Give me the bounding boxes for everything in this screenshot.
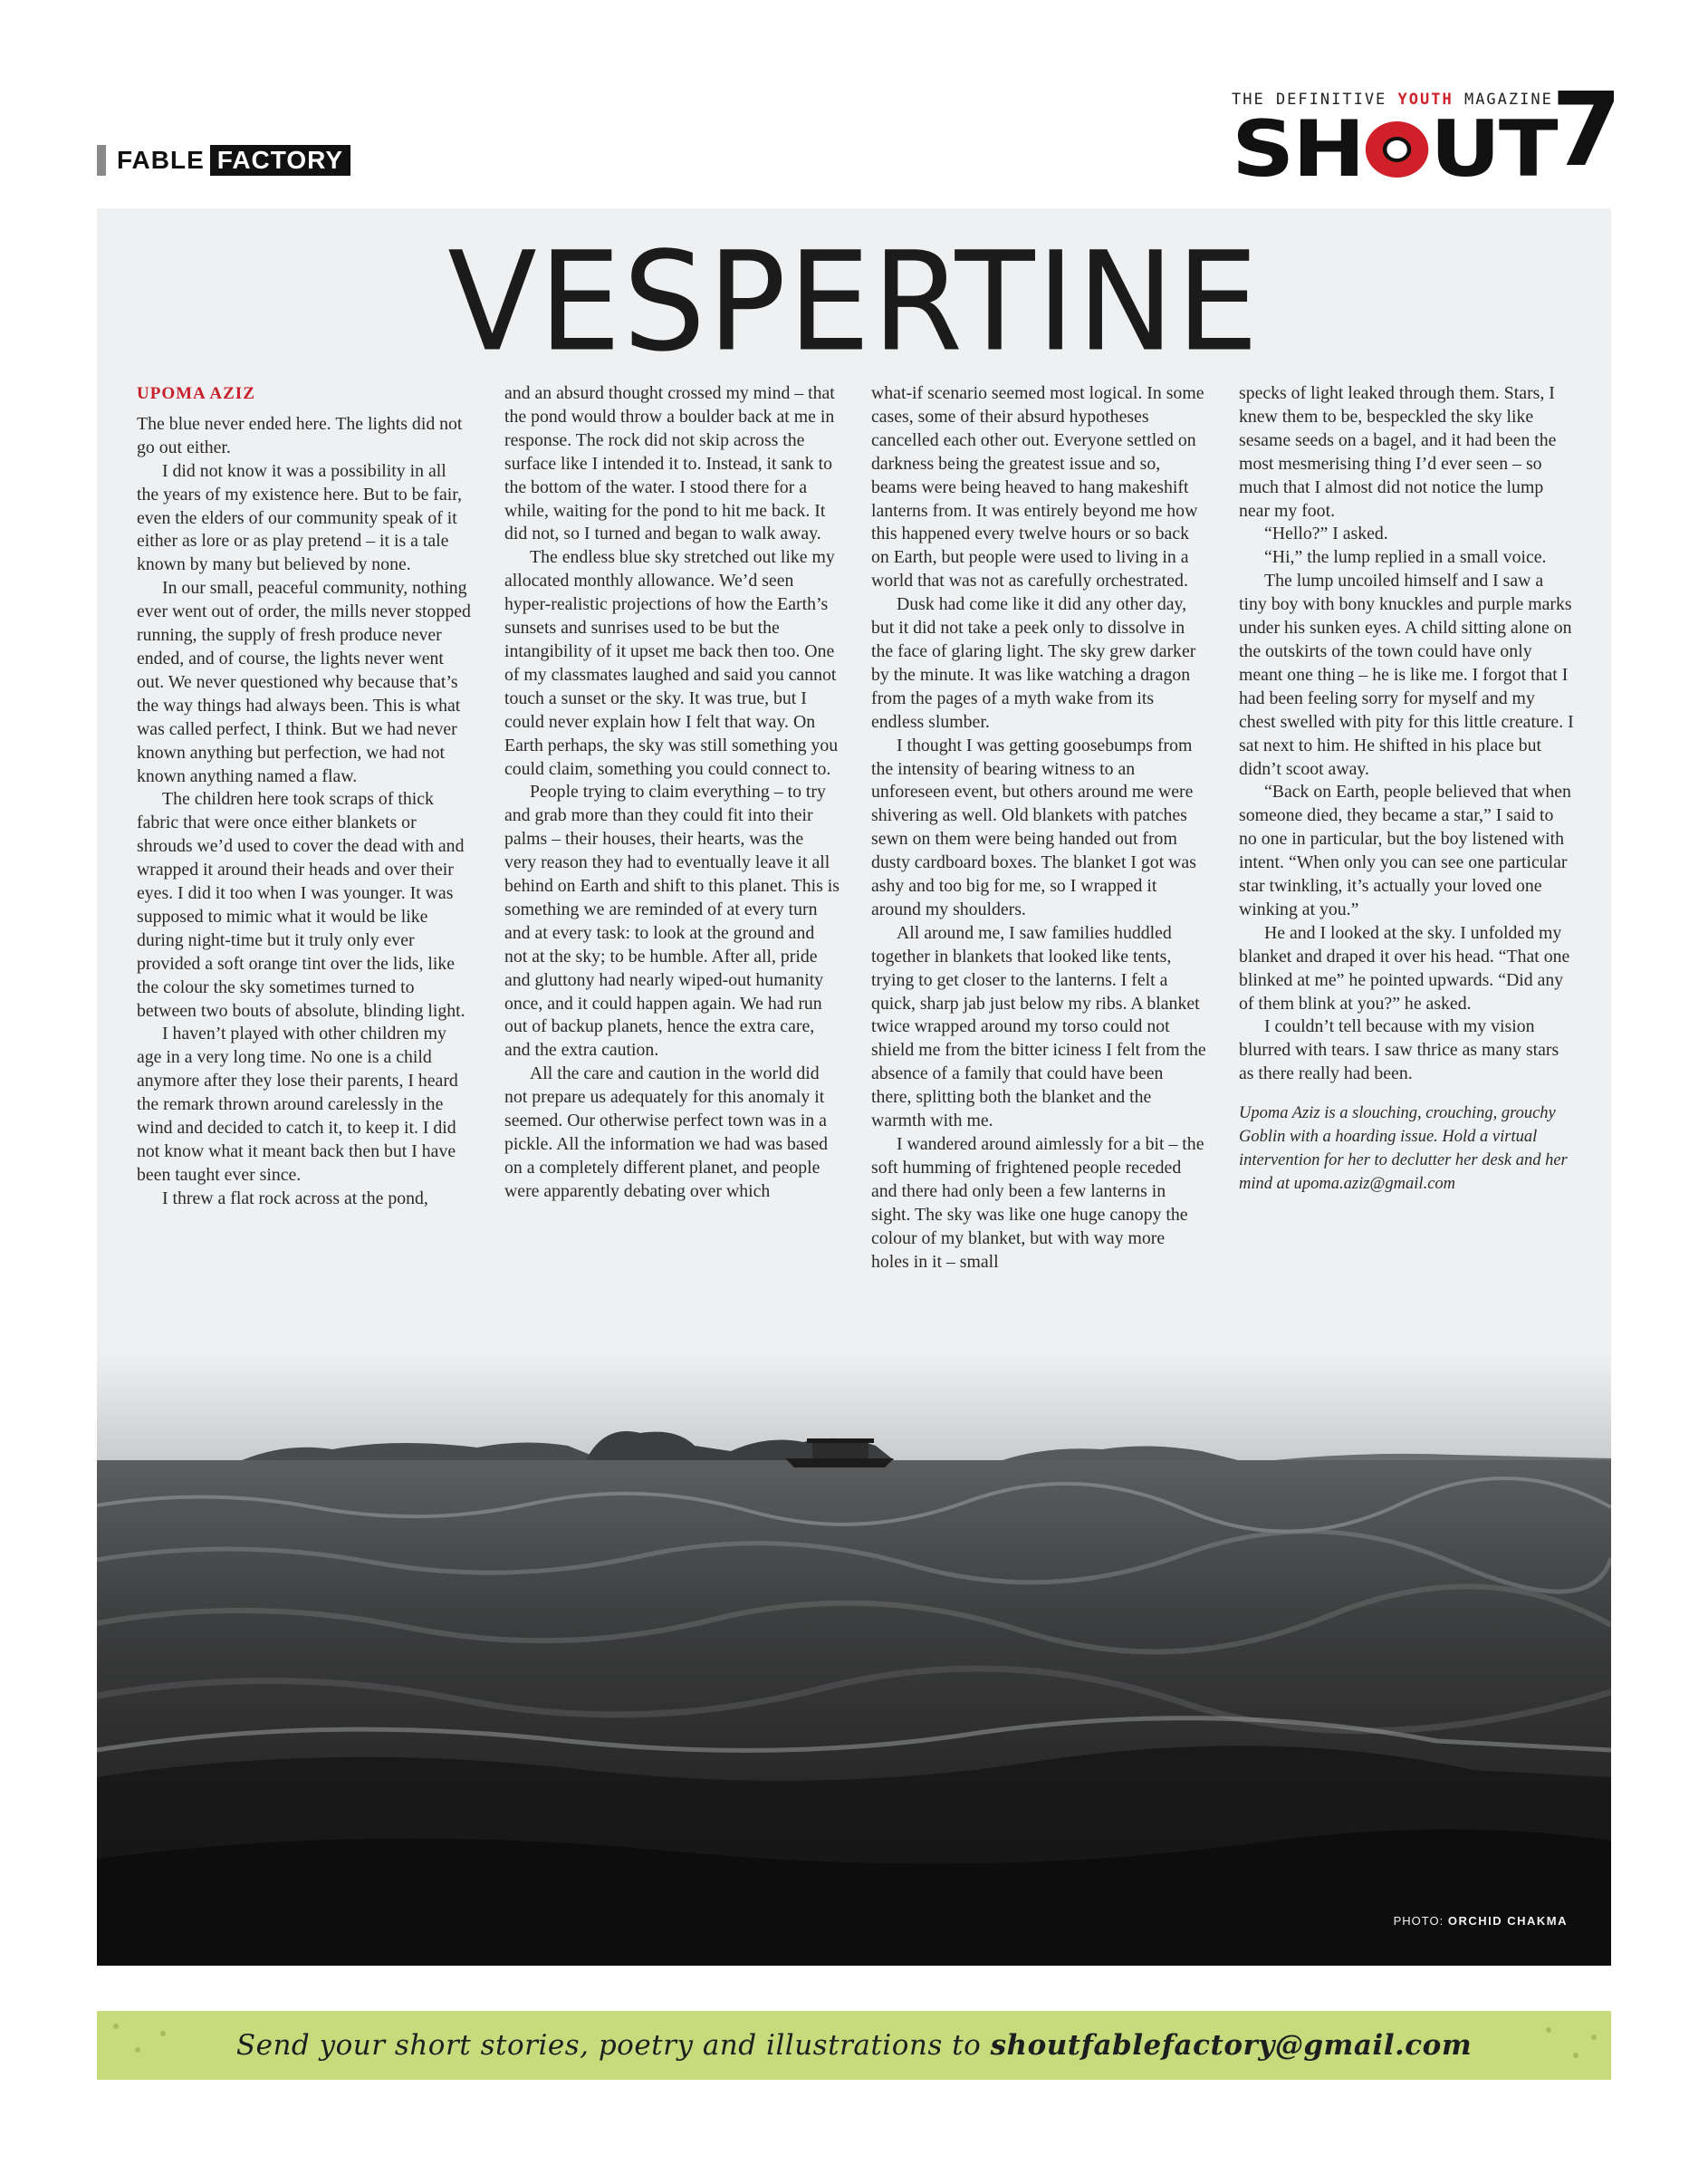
paragraph: The blue never ended here. The lights did not go out either.	[137, 413, 463, 457]
text-column-2	[504, 382, 840, 1204]
text-column-4	[1239, 382, 1574, 1197]
section-tag-word2: FACTORY	[210, 145, 350, 176]
article-panel	[97, 208, 1611, 1966]
submission-banner	[97, 2011, 1611, 2080]
photo-credit	[1394, 1914, 1568, 1928]
tagline-accent: YOUTH	[1397, 91, 1454, 109]
article-body	[137, 382, 1578, 1515]
paragraph: I threw a flat rock across at the pond,	[162, 1188, 428, 1208]
banner-fleck	[135, 2047, 140, 2053]
paragraph: specks of light leaked through them. Stars, I knew them to be, bespeckled the sky like sesame seeds on a bagel, and it had been the most mesmerising thing I’d ever seen – so much that I almost did not notice the lump near my foot.	[1239, 383, 1557, 521]
paragraph: He and I looked at the sky. I unfolded my blanket and draped it over his head. “That one blinked at me” he pointed upwards. “Did any of them blink at you?” he asked.	[1239, 922, 1570, 1014]
section-tag-word1: FABLE	[117, 146, 205, 174]
paragraph: The endless blue sky stretched out like my allocated monthly allowance. We’d seen hyper-realistic projections of how the Earth’s sunsets and sunrises used to be but the intangibility of it upset me back then too. One of my classmates laughed and said you cannot touch a sunset or the sky. It was true, but I could never explain how I felt that way. On Earth perhaps, the sky was still something you could claim, something you could connect to.	[504, 547, 839, 779]
photo-credit-label: PHOTO:	[1393, 1914, 1448, 1928]
submission-email[interactable]: shoutfablefactory@gmail.com	[990, 2029, 1473, 2062]
masthead	[1232, 91, 1557, 195]
paragraph: People trying to claim everything – to try and grab more than they could fit into their palms – their houses, their hearts, was the very reason they had to eventually leave it all behind on Earth and shift to this planet. This is something we are reminded of at every turn and at every task: to look at the ground and not at the sky; to be humble. After all, pride and gluttony had nearly wiped-out humanity once, and it could happen again. We had run out of backup planets, hence the extra care, and the extra caution.	[504, 782, 840, 1061]
byline: UPOMA AZIZ	[137, 384, 255, 403]
banner-fleck	[113, 2024, 119, 2029]
submission-text	[236, 2029, 1472, 2062]
paragraph: what-if scenario seemed most logical. In some cases, some of their absurd hypotheses cancelled each other out. Everyone settled on darkness being the greatest issue and so, beams were being heaved to hang makeshift lanterns from. It was entirely beyond me how this happened every twelve hours or so back on Earth, but people were used to living in a world that was not as carefully orchestrated.	[871, 383, 1204, 592]
paragraph: “Hello?” I asked.	[1264, 524, 1388, 544]
text-column-3	[871, 382, 1206, 1274]
paragraph: I couldn’t tell because with my vision blurred with tears. I saw thrice as many stars as there really had been.	[1239, 1016, 1559, 1084]
logo-text-post: UT	[1429, 104, 1557, 195]
section-tag-bar	[97, 145, 106, 176]
paragraph: In our small, peaceful community, nothing ever went out of order, the mills never stopped running, the supply of fresh produce never ended, and of course, the lights never went out. We never questioned why because that’s the way things had always been. This is what was called perfect, I think. But we had never known anything but perfection, we had not known anything named a flaw.	[137, 578, 471, 786]
banner-fleck	[1591, 2035, 1597, 2040]
banner-fleck	[1546, 2027, 1551, 2033]
photo-credit-name: ORCHID CHAKMA	[1447, 1914, 1568, 1928]
logo-text-pre: SH	[1232, 104, 1364, 195]
sea-photo	[97, 1352, 1611, 1966]
paragraph: I wandered around aimlessly for a bit – the soft humming of frightened people receded and there had only been a few lanterns in sight. The sky was like one huge canopy the colour of my blanket, but with way more holes in it – small	[871, 1134, 1204, 1272]
paragraph: I did not know it was a possibility in all the years of my existence here. But to be fair, even the elders of our community speak of it either as lore or as play pretend – it is a tale known by many but believed by none.	[137, 460, 462, 575]
paragraph: All the care and caution in the world did not prepare us adequately for this anomaly it seemed. Our otherwise perfect town was in a pickle. All the information we had was based on a completely different planet, and people were apparently debating over which	[504, 1063, 829, 1201]
paragraph: “Back on Earth, people believed that when someone died, they became a star,” I said to no one in particular, but the boy listened with intent. “When only you can see one particular star twinkling, it’s actually your loved one winking at you.”	[1239, 782, 1571, 919]
shout-logo	[1232, 104, 1557, 195]
logo-o-icon	[1366, 121, 1428, 178]
paragraph: The lump uncoiled himself and I saw a tiny boy with bony knuckles and purple marks under his sunken eyes. A child sitting alone on the outskirts of the town could have only meant one thing – he is like me. I forgot that I had been feeling sorry for myself and my chest swelled with pity for this little creature. I sat next to him. He shifted in his place but didn’t scoot away.	[1239, 571, 1574, 779]
sea-photo-graphic	[97, 1352, 1611, 1966]
tagline-post: MAGAZINE	[1453, 91, 1553, 109]
paragraph: “Hi,” the lump replied in a small voice.	[1264, 547, 1547, 568]
text-column-1	[137, 382, 472, 1211]
paragraph: The children here took scraps of thick fabric that were once either blankets or shrouds we’d used to cover the dead with and wrapped it around their heads and over their eyes. I did it too when I was younger. It was supposed to mimic what it would be like during night-time but it truly only ever provided a soft orange tint over the lids, like the colour the sky sometimes turned to between two bouts of absolute, blinding light.	[137, 789, 465, 1021]
banner-fleck	[160, 2031, 166, 2036]
section-tag	[97, 145, 350, 176]
paragraph: I thought I was getting goosebumps from the intensity of bearing witness to an unforeseen event, but others around me were shivering as well. Old blankets with patches sewn on them were being handed out from dusty cardboard boxes. The blanket I got was ashy and too big for me, so I wrapped it around my shoulders.	[871, 735, 1196, 919]
page-number: 7	[1551, 72, 1622, 189]
paragraph: Dusk had come like it did any other day, but it did not take a peek only to dissolve in the face of glaring light. The sky grew darker by the minute. It was like watching a dragon from the pages of a myth wake from its endless slumber.	[871, 594, 1196, 732]
article-title: VESPERTINE	[447, 221, 1261, 382]
paragraph: I haven’t played with other children my age in a very long time. No one is a child anymore after they lose their parents, I heard the remark thrown around carelessly in the wind and decided to catch it, to keep it. I did not know what it meant back then but I have been taught ever since.	[137, 1024, 458, 1185]
tagline-pre: THE DEFINITIVE	[1232, 91, 1398, 109]
submission-text-lead: Send your short stories, poetry and illustrations to	[235, 2029, 991, 2062]
author-bio: Upoma Aziz is a slouching, crouching, grouchy Goblin with a hoarding issue. Hold a virtual intervention for her to declutter her desk and her mind at upoma.aziz@gmail.com	[1239, 1104, 1568, 1193]
banner-fleck	[1573, 2053, 1578, 2058]
paragraph: and an absurd thought crossed my mind – that the pond would throw a boulder back at me in response. The rock did not skip across the surface like I intended it to. Instead, it sank to the bottom of the water. I stood there for a while, waiting for the pond to hit me back. It did not, so I turned and began to walk away.	[504, 383, 835, 544]
paragraph: All around me, I saw families huddled together in blankets that looked like tents, trying to get closer to the lanterns. I felt a quick, sharp jab just below my ribs. A blanket twice wrapped around my torso could not shield me from the bitter iciness I felt from the absence of a family that could have been there, splitting both the blanket and the warmth with me.	[871, 922, 1206, 1131]
